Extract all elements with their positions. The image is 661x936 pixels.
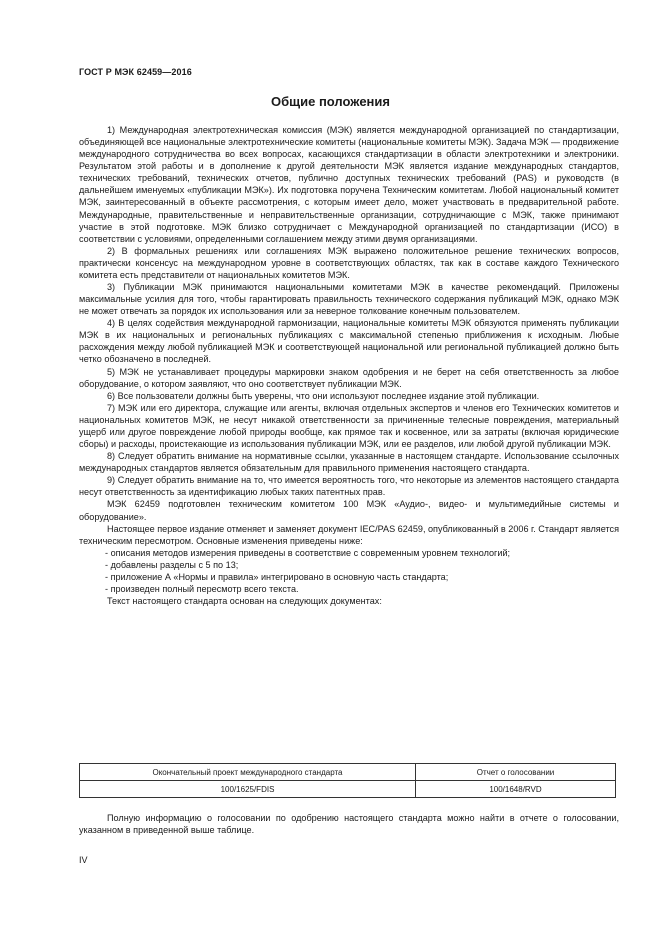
section-title: Общие положения — [271, 94, 390, 109]
table-intro: Текст настоящего стандарта основан на следующих документах: — [107, 596, 382, 607]
changes-list — [79, 547, 619, 595]
voting-documents-table — [79, 763, 616, 798]
list-item: - произведен полный пересмотр всего текста. — [79, 583, 619, 595]
paragraph-3: 3) Публикации МЭК принимаются национальными комитетами МЭК в качестве рекомендаций. Приложены максимальные усилия для того, чтобы гарантировать правильность технического содержания публикаций МЭК, однако МЭК не может отвечать за порядок их использования или за неверное толкование конечным пользователем. — [79, 282, 619, 317]
paragraph-4: 4) В целях содействия международной гармонизации, национальные комитеты МЭК обязуются применять публикации МЭК в их национальных и региональных публикациях с максимальной степенью приближения к исходным. Любые расхождения между любой публикацией МЭК и соответствующей национальной или региональной публикацией должно быть четко обозначено в последней. — [79, 318, 619, 365]
list-item: - описания методов измерения приведены в соответствие с современным уровнем технологий; — [79, 547, 619, 559]
table-header-row — [80, 764, 616, 781]
paragraph-1: 1) Международная электротехническая комиссия (МЭК) является международной организацией по стандартизации, объединяющей все национальные электротехнические комитеты (национальные комитеты МЭК). Задача МЭК — продвижение международного сотрудничества во всех вопросах, касающихся стандартизации в области электротехники и электроники. Результатом этой работы и в дополнение к другой деятельности МЭК является издание международных стандартов, технических требований, технических отчетов, публично доступных технических требований (PAS) и руководств (в дальнейшем именуемых «публикации МЭК»). Их подготовка поручена Техническим комитетам. Любой национальный комитет МЭК, заинтересованный в объекте рассмотрения, с которым имеет дело, может участвовать в предварительной работе. Международные, правительственные и неправительственные организации, сотрудничающие с МЭК, также принимают участие в этой подготовке. МЭК близко сотрудничает с Международной организацией по стандартизации (ИСО) в соответствии с условиями, определенными соглашением между этими двумя организациями. — [79, 125, 619, 244]
table-cell-rvd: 100/1648/RVD — [416, 781, 616, 798]
table-header-rvd: Отчет о голосовании — [416, 764, 616, 781]
table-header-fdis: Окончательный проект международного стандарта — [80, 764, 416, 781]
paragraph-2: 2) В формальных решениях или соглашениях МЭК выражено положительное решение технических вопросов, практически консенсус на международном уровне в соответствующих областях, так как в составе каждого Технического комитета есть представители от национальных комитетов МЭК. — [79, 245, 619, 280]
list-item: - приложение А «Нормы и правила» интегрировано в основную часть стандарта; — [79, 571, 619, 583]
closing-paragraph: Полную информацию о голосовании по одобрению настоящего стандарта можно найти в отчете о голосовании, указанном в приведенной выше таблице. — [79, 813, 619, 836]
paragraph-tc: МЭК 62459 подготовлен техническим комитетом 100 МЭК «Аудио-, видео- и мультимедийные системы и оборудование». — [79, 499, 619, 522]
paragraph-9: 9) Следует обратить внимание на то, что имеется вероятность того, что некоторые из элементов настоящего стандарта несут ответственность за идентификацию любых таких патентных прав. — [79, 475, 619, 498]
table-cell-fdis: 100/1625/FDIS — [80, 781, 416, 798]
paragraph-6: 6) Все пользователи должны быть уверены, что они используют последнее издание этой публикации. — [107, 390, 540, 401]
paragraph-8: 8) Следует обратить внимание на нормативные ссылки, указанные в настоящем стандарте. Использование ссылочных международных стандартов является обязательным для правильного применения настоящего стандарта. — [79, 451, 619, 474]
closing-section — [79, 812, 619, 836]
paragraph-edition: Настоящее первое издание отменяет и заменяет документ IEC/PAS 62459, опубликованный в 2006 г. Стандарт является техническим пересмотром. Основные изменения приведены ниже: — [79, 523, 619, 546]
page-number: IV — [79, 855, 88, 865]
document-header: ГОСТ Р МЭК 62459—2016 — [79, 67, 192, 77]
document-body — [79, 124, 619, 607]
paragraph-5: 5) МЭК не устанавливает процедуры маркировки знаком одобрения и не берет на себя ответственность за любое оборудование, о котором заявляют, что оно соответствует публикации МЭК. — [79, 366, 619, 389]
table-row — [80, 781, 616, 798]
paragraph-7: 7) МЭК или его директора, служащие или агенты, включая отдельных экспертов и членов его Технических комитетов и национальных комитетов МЭК, не несут никакой ответственности за причиненные телесные повреждения, материальный ущерб или другое повреждение любой природы вообще, как прямое так и косвенное, или за затраты (включая юридические сборы) и расходы, проистекающие из использования публикации МЭК, или ее разделов, или любой другой публикации МЭК. — [79, 402, 619, 450]
list-item: - добавлены разделы с 5 по 13; — [79, 559, 619, 571]
